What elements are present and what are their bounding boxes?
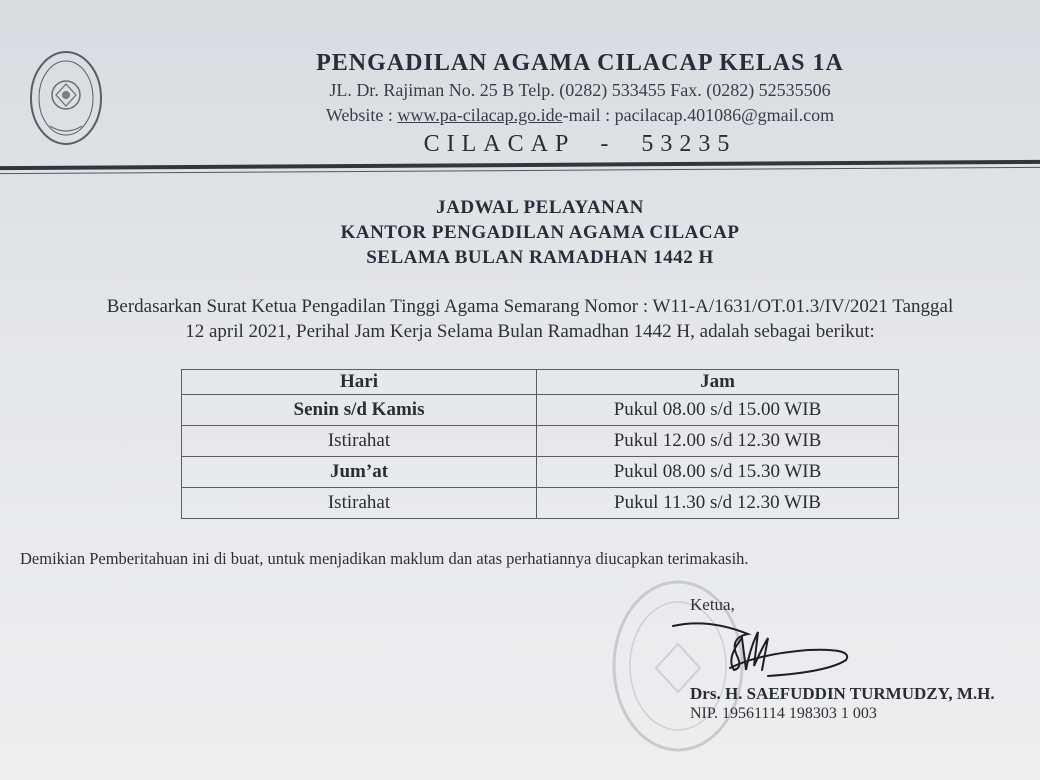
title-line-1: JADWAL PELAYANAN: [436, 197, 644, 218]
table-row: [182, 488, 899, 519]
row-day: Jum’at: [182, 457, 537, 488]
row-time: Pukul 08.00 s/d 15.00 WIB: [537, 395, 899, 426]
website-link[interactable]: www.pa-cilacap.go.ide: [397, 105, 563, 125]
row-day: Istirahat: [182, 426, 537, 457]
table-row: [182, 395, 899, 426]
title-line-2: KANTOR PENGADILAN AGAMA CILACAP: [340, 222, 740, 243]
signatory-role: Ketua,: [690, 595, 735, 614]
table-row: [182, 457, 899, 488]
row-day: Senin s/d Kamis: [182, 395, 537, 426]
website-label: Website :: [325, 105, 398, 125]
intro-line-2: 12 april 2021, Perihal Jam Kerja Selama Bulan Ramadhan 1442 H, adalah sebagai berikut:: [185, 321, 875, 342]
city-postal-code: CILACAP - 53235: [423, 131, 737, 157]
court-name: PENGADILAN AGAMA CILACAP KELAS 1A: [316, 50, 844, 76]
email-text: -mail : pacilacap.401086@gmail.com: [562, 105, 835, 125]
header-day: Hari: [182, 370, 537, 395]
schedule-table: [181, 369, 899, 519]
row-time: Pukul 08.00 s/d 15.30 WIB: [537, 457, 899, 488]
court-logo: [28, 48, 104, 148]
row-time: Pukul 12.00 s/d 12.30 WIB: [537, 426, 899, 457]
intro-paragraph: [20, 294, 1040, 344]
handwritten-signature: [668, 608, 858, 688]
signatory-nip: NIP. 19561114 198303 1 003: [690, 705, 877, 722]
title-line-3: SELAMA BULAN RAMADHAN 1442 H: [366, 247, 714, 268]
closing-statement: Demikian Pemberitahuan ini di buat, untuk menjadikan maklum dan atas perhatiannya diucapkan terimakasih.: [20, 549, 749, 568]
court-contact: [270, 105, 890, 126]
row-day: Istirahat: [182, 488, 537, 519]
header-time: Jam: [537, 370, 899, 395]
table-row: [182, 426, 899, 457]
intro-line-1: Berdasarkan Surat Ketua Pengadilan Tinggi Agama Semarang Nomor : W11-A/1631/OT.01.3/IV/2021 Tanggal: [106, 296, 954, 317]
court-address: JL. Dr. Rajiman No. 25 B Telp. (0282) 533455 Fax. (0282) 52535506: [329, 80, 831, 100]
table-header-row: [182, 370, 899, 395]
row-time: Pukul 11.30 s/d 12.30 WIB: [537, 488, 899, 519]
signatory-name: Drs. H. SAEFUDDIN TURMUDZY, M.H.: [690, 684, 995, 703]
